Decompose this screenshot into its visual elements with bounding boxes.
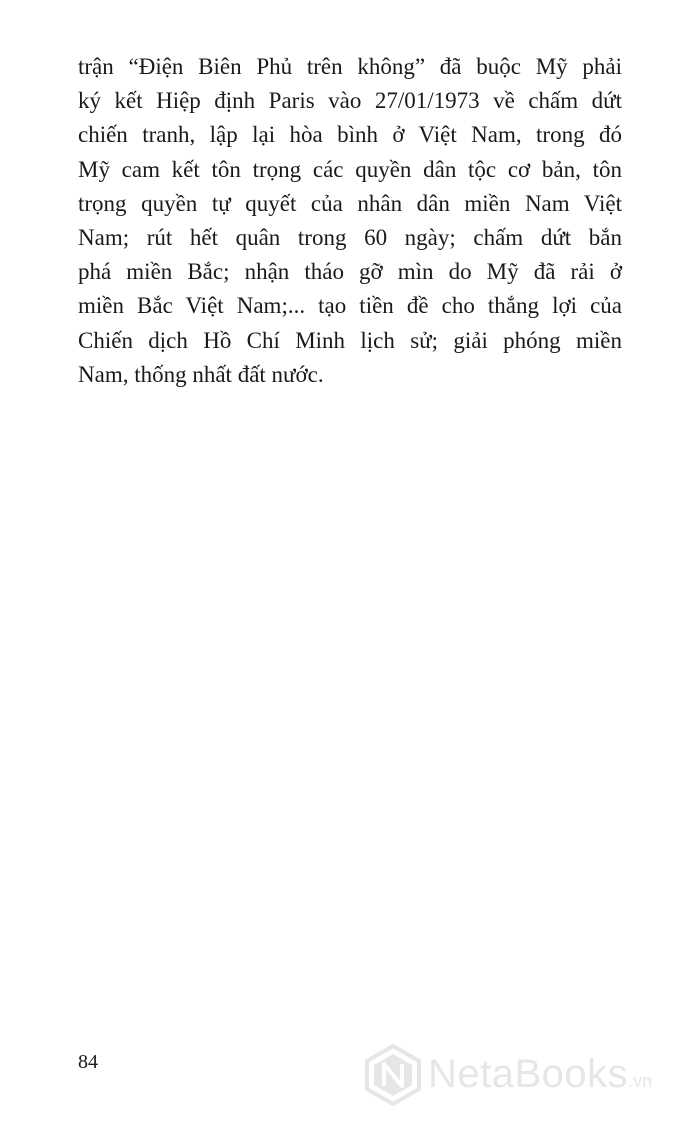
netabooks-logo-icon	[364, 1044, 422, 1106]
paragraph-line: chiến tranh, lập lại hòa bình ở Việt Nam, trong đó	[78, 122, 622, 148]
paragraph-line: Chiến dịch Hồ Chí Minh lịch sử; giải phóng miền	[78, 327, 622, 353]
page-body	[78, 50, 622, 392]
watermark-tld: .vn	[628, 1071, 653, 1091]
paragraph-line: trận “Điện Biên Phủ trên không” đã buộc Mỹ phải	[78, 54, 622, 79]
watermark	[364, 1042, 694, 1112]
watermark-brand-name: NetaBooks	[428, 1052, 629, 1096]
watermark-brand	[428, 1052, 652, 1103]
paragraph-line: trọng quyền tự quyết của nhân dân miền Nam Việt	[78, 190, 622, 216]
paragraph-line: ký kết Hiệp định Paris vào 27/01/1973 về chấm dứt	[78, 88, 622, 114]
page-number: 84	[78, 1051, 98, 1073]
paragraph-line: phá miền Bắc; nhận tháo gỡ mìn do Mỹ đã rải ở	[78, 259, 622, 285]
paragraph-line: Nam, thống nhất đất nước.	[78, 361, 324, 387]
paragraph-line: Mỹ cam kết tôn trọng các quyền dân tộc cơ bản, tôn	[78, 156, 622, 182]
paragraph-line: miền Bắc Việt Nam;... tạo tiền đề cho thắng lợi của	[78, 293, 622, 319]
paragraph-line: Nam; rút hết quân trong 60 ngày; chấm dứt bắn	[78, 224, 622, 250]
